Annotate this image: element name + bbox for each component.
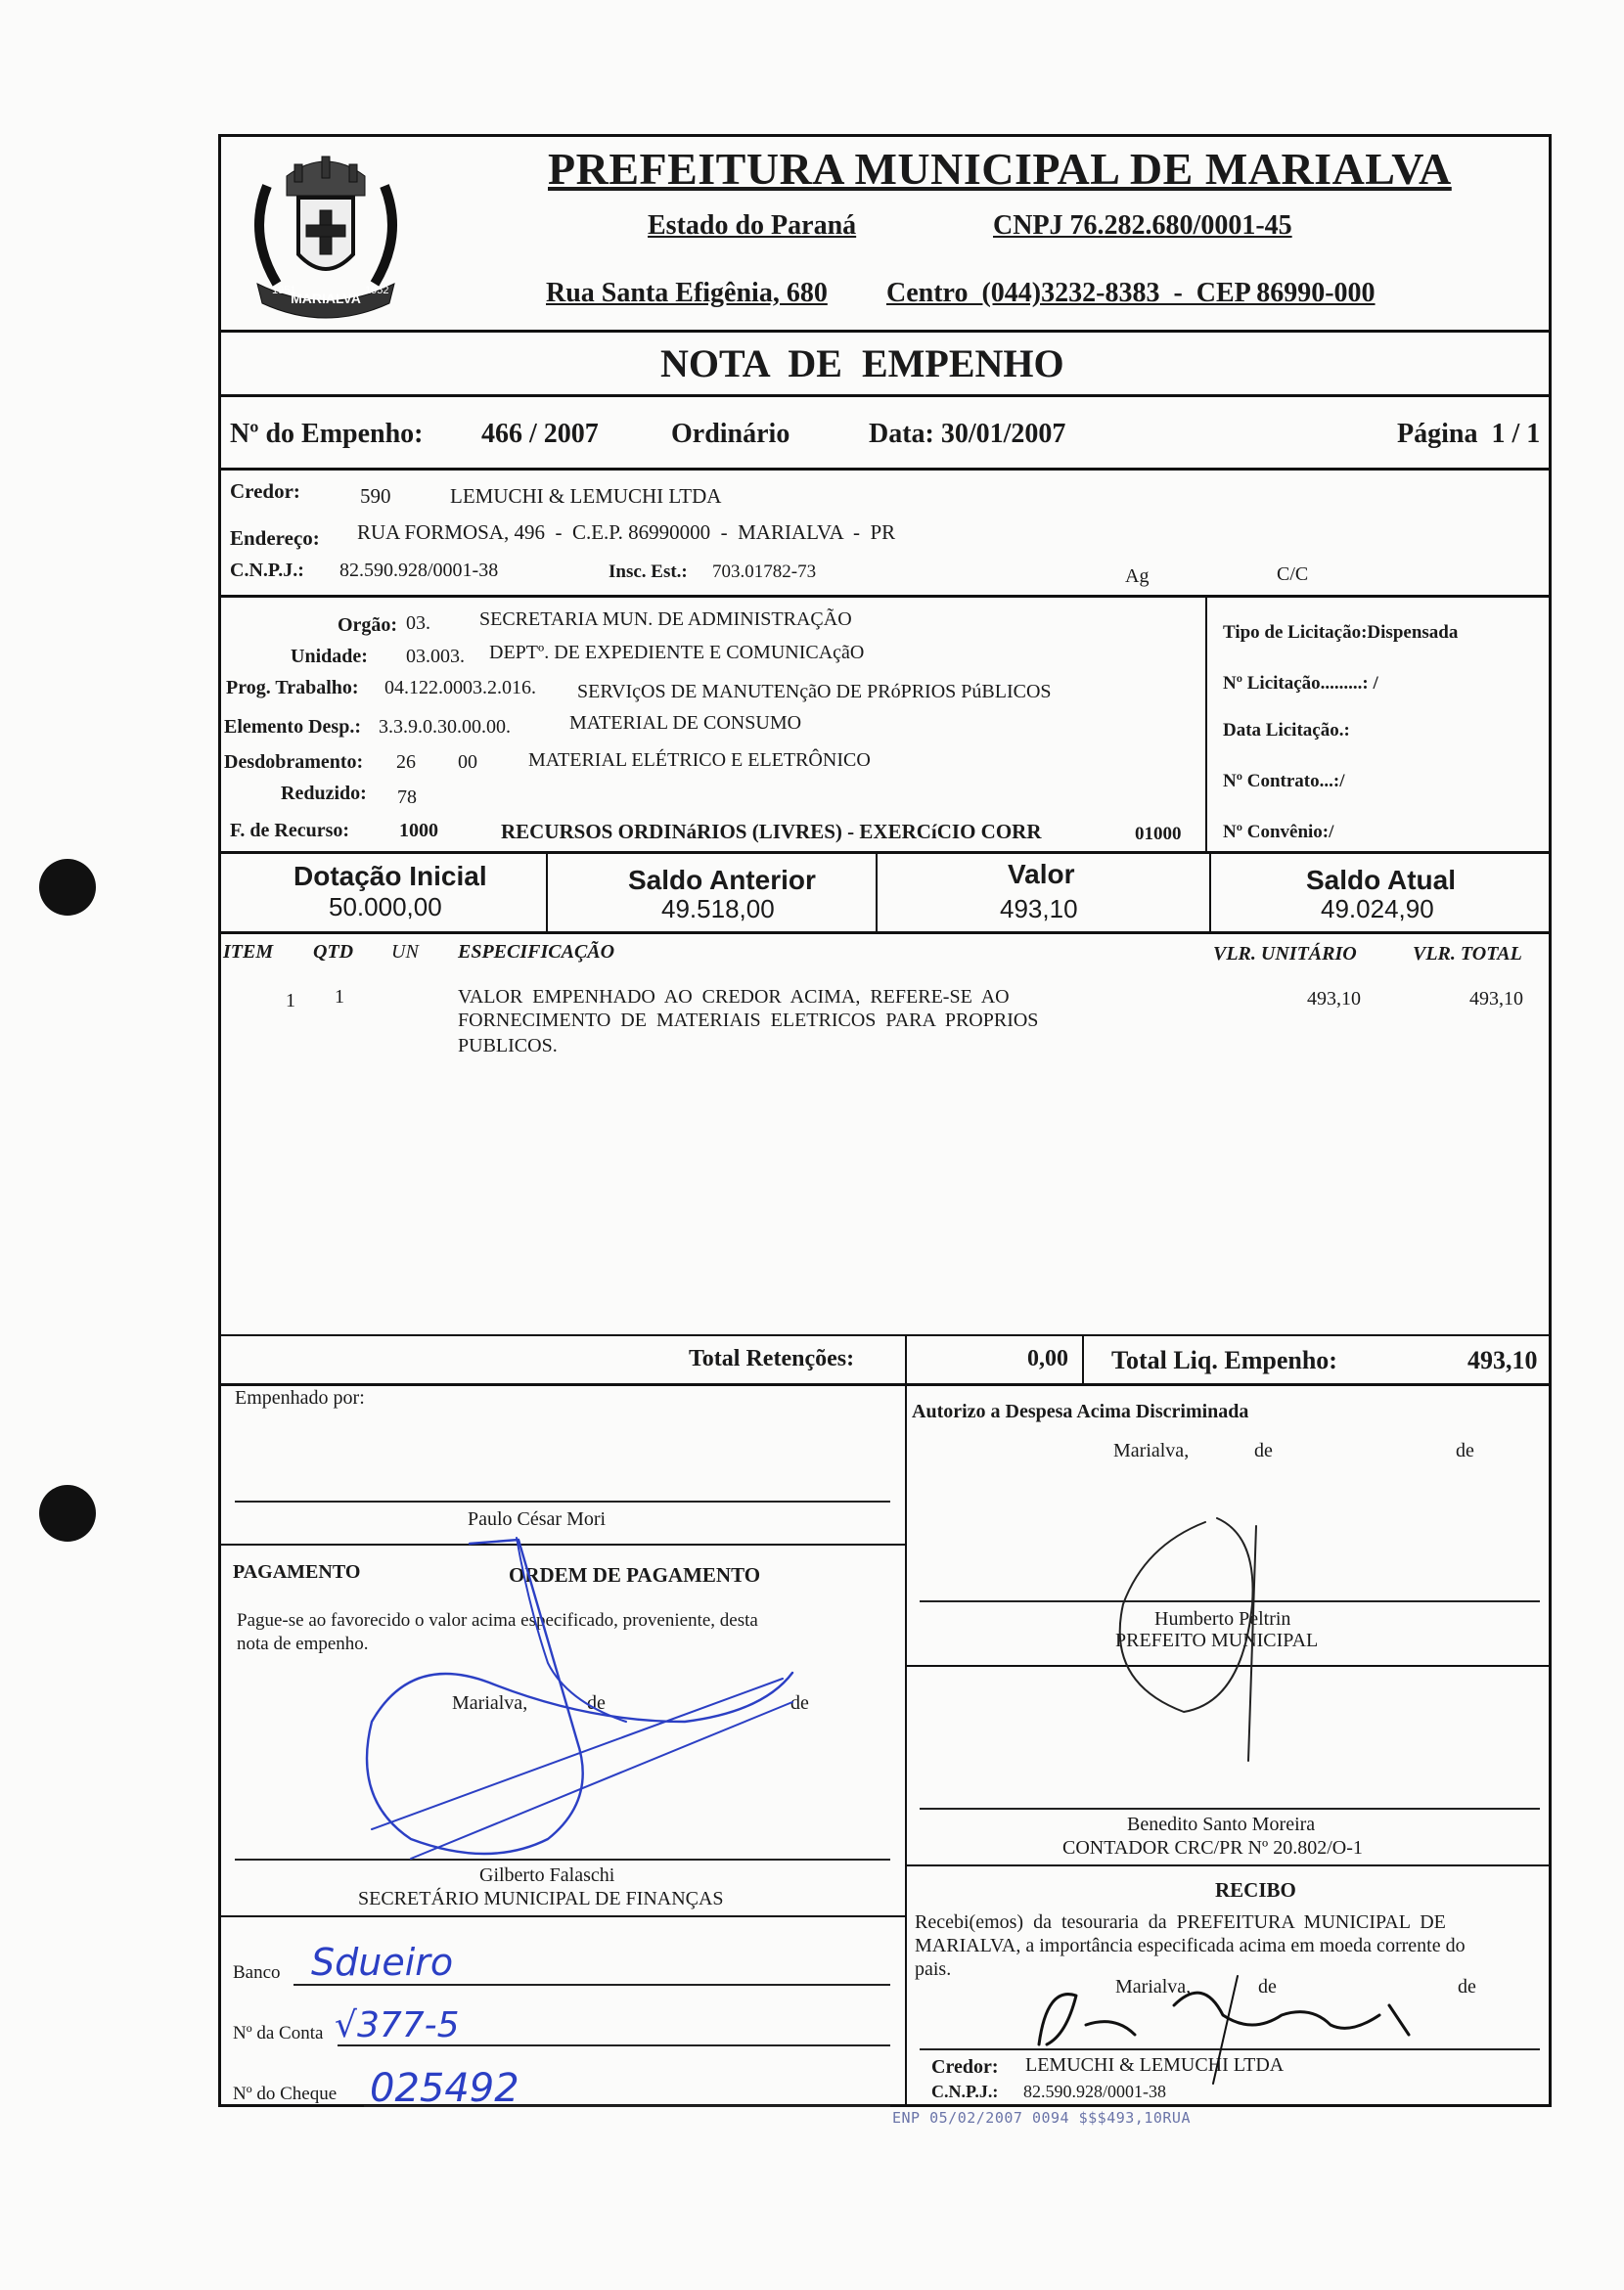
unidade-code: 03.003. — [406, 646, 465, 667]
pagamento-city: Marialva, — [452, 1692, 528, 1714]
conta-label: Nº da Conta — [233, 2023, 324, 2043]
dotacao-value: 50.000,00 — [329, 892, 442, 921]
prefeito-name: Humberto Peltrin — [1154, 1608, 1291, 1630]
banco-value: Sdueiro — [311, 1941, 454, 1984]
item-spec-line1: VALOR EMPENHADO AO CREDOR ACIMA, REFERE-SE AO — [458, 986, 1010, 1008]
svg-text:MARIALVA: MARIALVA — [291, 291, 361, 306]
banco-label: Banco — [233, 1962, 281, 1983]
cheque-value: 025492 — [370, 2066, 519, 2111]
item-spec-line2: FORNECIMENTO DE MATERIAIS ELETRICOS PARA PROPRIOS — [458, 1010, 1039, 1031]
col-qtd: QTD — [313, 941, 354, 963]
unidade-label: Unidade: — [291, 646, 368, 667]
credor-address: RUA FORMOSA, 496 - C.E.P. 86990000 - MARIALVA - PR — [357, 520, 896, 544]
address-field-label: Endereço: — [230, 526, 320, 550]
retencoes-label: Total Retenções: — [689, 1346, 855, 1371]
prog-label: Prog. Trabalho: — [226, 677, 359, 698]
insc-label: Insc. Est.: — [609, 561, 688, 582]
item-number: 1 — [286, 990, 295, 1011]
desd-name: MATERIAL ELÉTRICO E ELETRÔNICO — [528, 749, 871, 771]
cnpj-field-label: C.N.P.J.: — [230, 560, 304, 581]
anterior-label: Saldo Anterior — [628, 865, 816, 895]
state-label: Estado do Paraná — [648, 210, 857, 241]
liq-label: Total Liq. Empenho: — [1111, 1346, 1337, 1374]
reduz-code: 78 — [397, 786, 417, 808]
recurso-sub: 01000 — [1135, 824, 1182, 844]
atual-value: 49.024,90 — [1321, 894, 1434, 923]
licitacao-tipo: Tipo de Licitação:Dispensada — [1223, 622, 1459, 643]
credor-label: Credor: — [230, 479, 300, 503]
contador-role: CONTADOR CRC/PR Nº 20.802/O-1 — [1062, 1837, 1363, 1859]
col-item: ITEM — [223, 941, 274, 963]
punch-hole-top — [39, 859, 96, 916]
autorizo-title: Autorizo a Despesa Acima Discriminada — [912, 1401, 1249, 1422]
recibo-credor-name: LEMUCHI & LEMUCHI LTDA — [1025, 2054, 1285, 2076]
valor-label: Valor — [1008, 859, 1075, 889]
page-number: Página 1 / 1 — [1397, 419, 1541, 449]
valor-value: 493,10 — [1000, 894, 1078, 923]
recurso-label: F. de Recurso: — [230, 820, 350, 841]
licitacao-numero: Nº Licitação.........: / — [1223, 673, 1378, 694]
processing-stamp: ENP 05/02/2007 0094 $$$493,10RUA — [892, 2109, 1191, 2127]
cc-label: C/C — [1277, 563, 1309, 585]
pagamento-de-1: de — [587, 1692, 606, 1714]
elem-name: MATERIAL DE CONSUMO — [569, 712, 802, 734]
ordem-pagamento-label: ORDEM DE PAGAMENTO — [509, 1563, 761, 1587]
col-spec: ESPECIFICAÇÃO — [458, 941, 615, 963]
svg-text:1952: 1952 — [365, 285, 389, 296]
seal-logo — [228, 137, 424, 333]
empenhado-name: Paulo César Mori — [468, 1508, 607, 1530]
recibo-text-3: pais. — [915, 1958, 952, 1980]
credor-cnpj: 82.590.928/0001-38 — [339, 560, 499, 581]
insc-value: 703.01782-73 — [712, 561, 817, 582]
recibo-city: Marialva, — [1115, 1976, 1192, 1998]
svg-text:1951: 1951 — [272, 285, 296, 296]
col-unit: VLR. UNITÁRIO — [1213, 943, 1357, 965]
desd-sub: 00 — [458, 751, 477, 773]
atual-label: Saldo Atual — [1306, 865, 1456, 895]
empenho-number: 466 / 2007 — [481, 419, 599, 449]
page-title: PREFEITURA MUNICIPAL DE MARIALVA — [548, 144, 1452, 194]
reduz-label: Reduzido: — [281, 783, 367, 804]
anterior-value: 49.518,00 — [661, 894, 775, 923]
contador-name: Benedito Santo Moreira — [1127, 1814, 1316, 1835]
autorizo-de-1: de — [1254, 1440, 1273, 1461]
prefeito-role: PREFEITO MUNICIPAL — [1115, 1630, 1319, 1651]
autorizo-city: Marialva, — [1113, 1440, 1190, 1461]
recibo-de-2: de — [1458, 1976, 1476, 1998]
col-total: VLR. TOTAL — [1413, 943, 1522, 965]
item-spec-line3: PUBLICOS. — [458, 1035, 558, 1056]
recibo-title: RECIBO — [1215, 1878, 1296, 1902]
desd-label: Desdobramento: — [224, 751, 364, 773]
prog-code: 04.122.0003.2.016. — [384, 677, 536, 698]
liq-value: 493,10 — [1467, 1346, 1538, 1374]
ag-label: Ag — [1125, 565, 1150, 587]
credor-name: LEMUCHI & LEMUCHI LTDA — [450, 484, 722, 508]
item-unit-value: 493,10 — [1307, 988, 1361, 1010]
orgao-name: SECRETARIA MUN. DE ADMINISTRAÇÃO — [479, 608, 852, 630]
pagamento-text-2: nota de empenho. — [237, 1634, 369, 1654]
recibo-cnpj: 82.590.928/0001-38 — [1023, 2082, 1166, 2101]
unidade-name: DEPTº. DE EXPEDIENTE E COMUNICAçãO — [489, 642, 865, 663]
empenho-date: Data: 30/01/2007 — [869, 419, 1066, 449]
credor-code: 590 — [360, 484, 391, 508]
punch-hole-bottom — [39, 1485, 96, 1542]
elem-label: Elemento Desp.: — [224, 716, 361, 738]
recurso-code: 1000 — [399, 820, 438, 841]
autorizo-de-2: de — [1456, 1440, 1474, 1461]
elem-code: 3.3.9.0.30.00.00. — [379, 716, 511, 738]
cnpj-label: CNPJ 76.282.680/0001-45 — [993, 210, 1292, 241]
retencoes-value: 0,00 — [1027, 1346, 1068, 1371]
prog-name: SERVIçOS DE MANUTENçãO DE PRóPRIOS PúBLICOS — [577, 681, 1052, 702]
contrato-numero: Nº Contrato...:/ — [1223, 771, 1345, 791]
empenhado-label: Empenhado por: — [235, 1387, 365, 1409]
seal-icon — [228, 137, 424, 333]
orgao-label: Orgão: — [338, 614, 398, 636]
empenho-label: Nº do Empenho: — [230, 419, 424, 449]
recurso-name: RECURSOS ORDINáRIOS (LIVRES) - EXERCíCIO CORR — [501, 820, 1042, 843]
orgao-code: 03. — [406, 612, 430, 634]
doc-title: NOTA DE EMPENHO — [660, 341, 1064, 385]
recibo-de-1: de — [1258, 1976, 1277, 1998]
recibo-cnpj-label: C.N.P.J.: — [931, 2082, 999, 2101]
item-total-value: 493,10 — [1469, 988, 1523, 1010]
conta-value: √377-5 — [335, 2005, 460, 2045]
empenho-type: Ordinário — [671, 419, 790, 449]
pagamento-label: PAGAMENTO — [233, 1561, 361, 1583]
pagamento-de-2: de — [790, 1692, 809, 1714]
recibo-text-1: Recebi(emos) da tesouraria da PREFEITURA MUNICIPAL DE — [915, 1911, 1446, 1933]
licitacao-data: Data Licitação.: — [1223, 720, 1350, 741]
recibo-text-2: MARIALVA, a importância especificada acima em moeda corrente do — [915, 1935, 1466, 1956]
address-label: Rua Santa Efigênia, 680 — [546, 278, 828, 308]
desd-code: 26 — [396, 751, 416, 773]
secretario-name: Gilberto Falaschi — [479, 1864, 615, 1886]
convenio-numero: Nº Convênio:/ — [1223, 822, 1334, 842]
dotacao-label: Dotação Inicial — [293, 861, 487, 891]
item-qty: 1 — [335, 986, 344, 1008]
cheque-label: Nº do Cheque — [233, 2084, 338, 2104]
pagamento-text-1: Pague-se ao favorecido o valor acima especificado, proveniente, desta — [237, 1610, 758, 1631]
recibo-credor-label: Credor: — [931, 2056, 999, 2078]
address-rest-label: Centro (044)3232-8383 - CEP 86990-000 — [886, 278, 1376, 308]
col-un: UN — [391, 941, 419, 963]
secretario-role: SECRETÁRIO MUNICIPAL DE FINANÇAS — [358, 1888, 724, 1909]
